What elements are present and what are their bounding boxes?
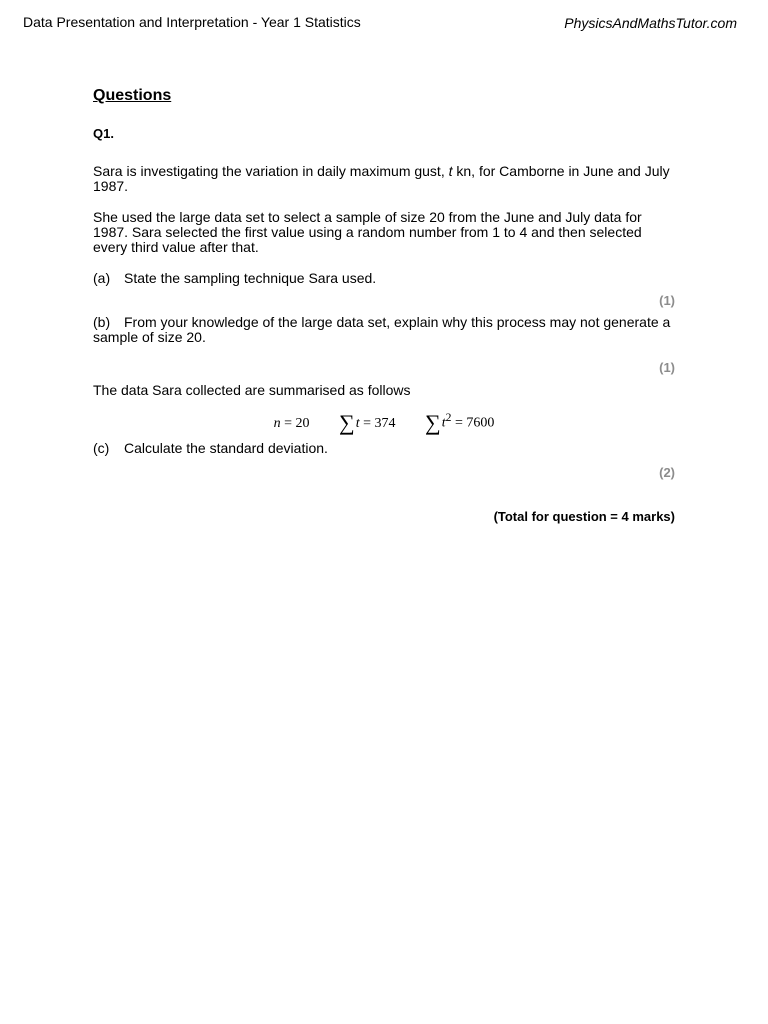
part-c-text: Calculate the standard deviation. <box>124 439 328 456</box>
part-a-text: State the sampling technique Sara used. <box>124 270 377 286</box>
summary-statistics <box>93 406 675 436</box>
part-c-letter: (c) <box>93 439 110 456</box>
question-part-c <box>93 441 675 456</box>
site-name: PhysicsAndMathsTutor.com <box>564 15 737 31</box>
summary-text: The data Sara collected are summarised as follows <box>93 382 411 398</box>
sum-t-squared-value: 7600 <box>466 415 495 431</box>
equals-sign: = <box>454 415 463 431</box>
question-content <box>93 86 675 524</box>
part-b-marks: (1) <box>659 360 675 375</box>
equals-sign: = <box>363 415 372 431</box>
t-variable: t <box>355 415 360 431</box>
question-method: She used the large data set to select a sample of size 20 from the June and July data for 1987. Sara selected the first value using a random number from 1 to 4 and then selected every third value after that. <box>93 209 642 255</box>
sum-t-statistic <box>339 411 395 436</box>
part-b-letter: (b) <box>93 314 111 330</box>
question-number: Q1. <box>93 126 114 141</box>
question-total: (Total for question = 4 marks) <box>493 508 675 524</box>
sum-t-value: 374 <box>374 415 396 431</box>
square-exponent: 2 <box>445 411 452 424</box>
question-part-b <box>93 315 675 345</box>
n-value: 20 <box>295 415 310 431</box>
part-c-marks: (2) <box>659 464 675 480</box>
question-part-a <box>93 271 675 286</box>
part-b-text: From your knowledge of the large data set, explain why this process may not generate a sample of size 20. <box>93 314 671 345</box>
document-title: Data Presentation and Interpretation - Year 1 Statistics <box>23 14 361 30</box>
part-a-letter: (a) <box>93 270 111 286</box>
section-title: Questions <box>93 87 172 104</box>
n-variable: n <box>273 415 281 431</box>
sigma-symbol: ∑ <box>425 409 441 435</box>
intro-text-end: kn, for Camborne in June and July 1987. <box>93 163 670 194</box>
intro-text-start: Sara is investigating the variation in daily maximum gust, <box>93 163 449 179</box>
t-variable: t <box>441 415 446 431</box>
sigma-symbol: ∑ <box>339 409 355 435</box>
n-statistic <box>274 412 310 436</box>
question-intro <box>93 164 675 194</box>
equals-sign: = <box>284 415 293 431</box>
sum-t-squared-statistic <box>425 406 494 436</box>
intro-variable: t <box>448 163 453 179</box>
part-a-marks: (1) <box>659 293 675 308</box>
